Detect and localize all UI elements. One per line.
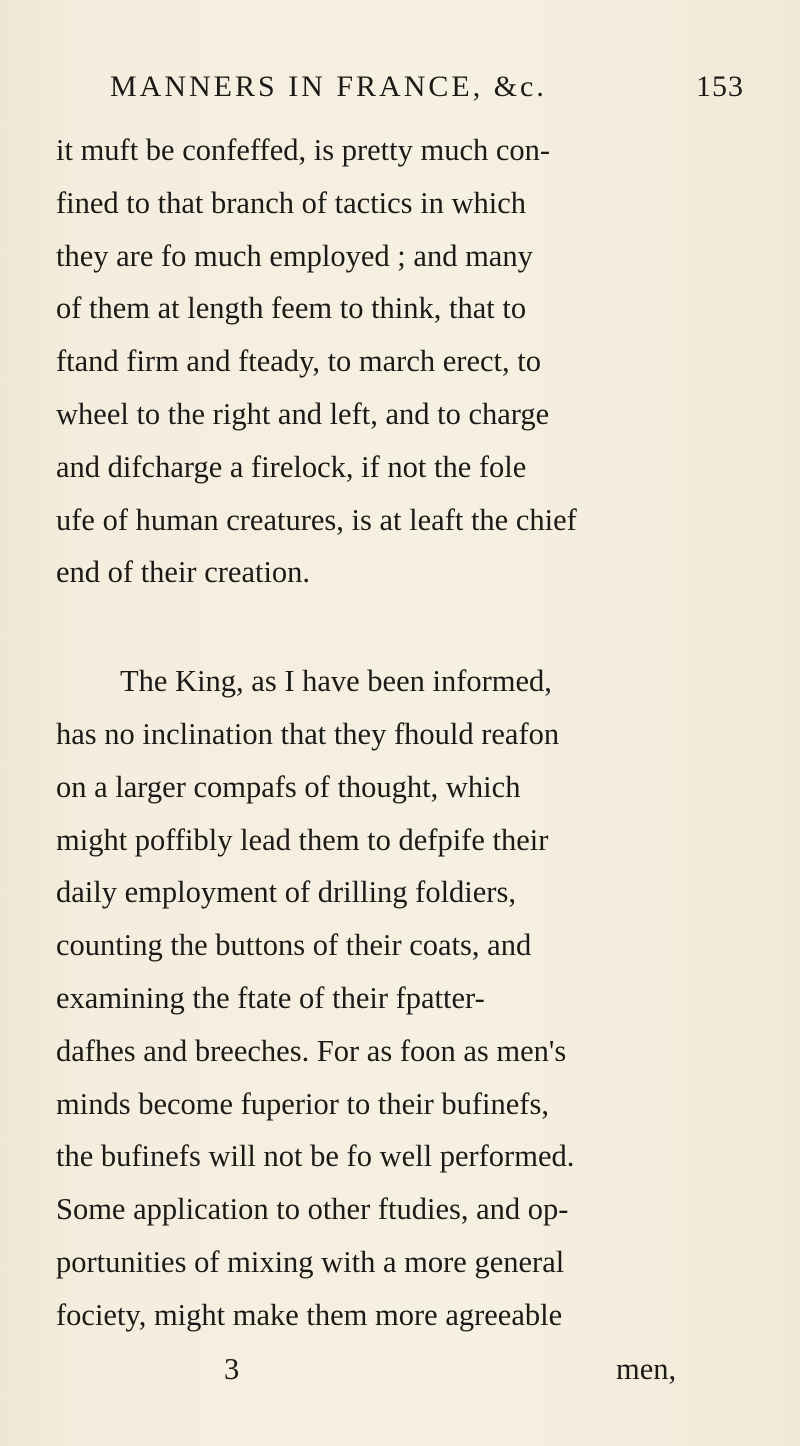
running-head [110, 70, 760, 110]
text-line: and difcharge a firelock, if not the fole [56, 449, 527, 484]
page-number: 153 [696, 70, 744, 103]
text-line: they are fo much employed ; and many [56, 238, 533, 273]
text-line: end of their creation. [56, 555, 311, 590]
text-line: portunities of mixing with a more general [56, 1244, 565, 1279]
text-line: Some application to other ftudies, and op- [56, 1192, 569, 1227]
text-line: wheel to the right and left, and to charge [56, 396, 550, 431]
text-line: examining the ftate of their fpatter- [56, 980, 485, 1015]
text-line: might poffibly lead them to defpife their [56, 822, 549, 857]
text-line: daily employment of drilling foldiers, [56, 875, 516, 910]
running-title: MANNERS IN FRANCE, &c. [110, 70, 547, 103]
text-line: of them at length feem to think, that to [56, 291, 527, 326]
catchline [56, 1352, 756, 1402]
catchword: men, [616, 1352, 677, 1386]
text-line: the bufinefs will not be fo well performed. [56, 1139, 575, 1174]
text-line: on a larger compafs of thought, which [56, 769, 521, 804]
text-line: it muft be confeffed, is pretty much con- [56, 133, 551, 167]
paragraph-2 [56, 655, 776, 1341]
signature-mark: 3 [224, 1352, 240, 1386]
text-line: fined to that branch of tactics in which [56, 185, 527, 220]
text-line: minds become fuperior to their bufinefs, [56, 1086, 549, 1121]
paragraph-1 [56, 124, 776, 599]
paragraph-spacer [56, 599, 776, 655]
body-text [56, 124, 776, 1342]
text-line: counting the buttons of their coats, and [56, 928, 532, 963]
text-line: ufe of human creatures, is at leaft the chief [56, 502, 577, 537]
text-line: dafhes and breeches. For as foon as men's [56, 1033, 567, 1068]
text-line: has no inclination that they fhould reafon [56, 716, 560, 751]
text-line: ftand firm and fteady, to march erect, to [56, 344, 541, 379]
text-line: The King, as I have been informed, [120, 664, 552, 699]
text-line: fociety, might make them more agreeable [56, 1297, 563, 1332]
